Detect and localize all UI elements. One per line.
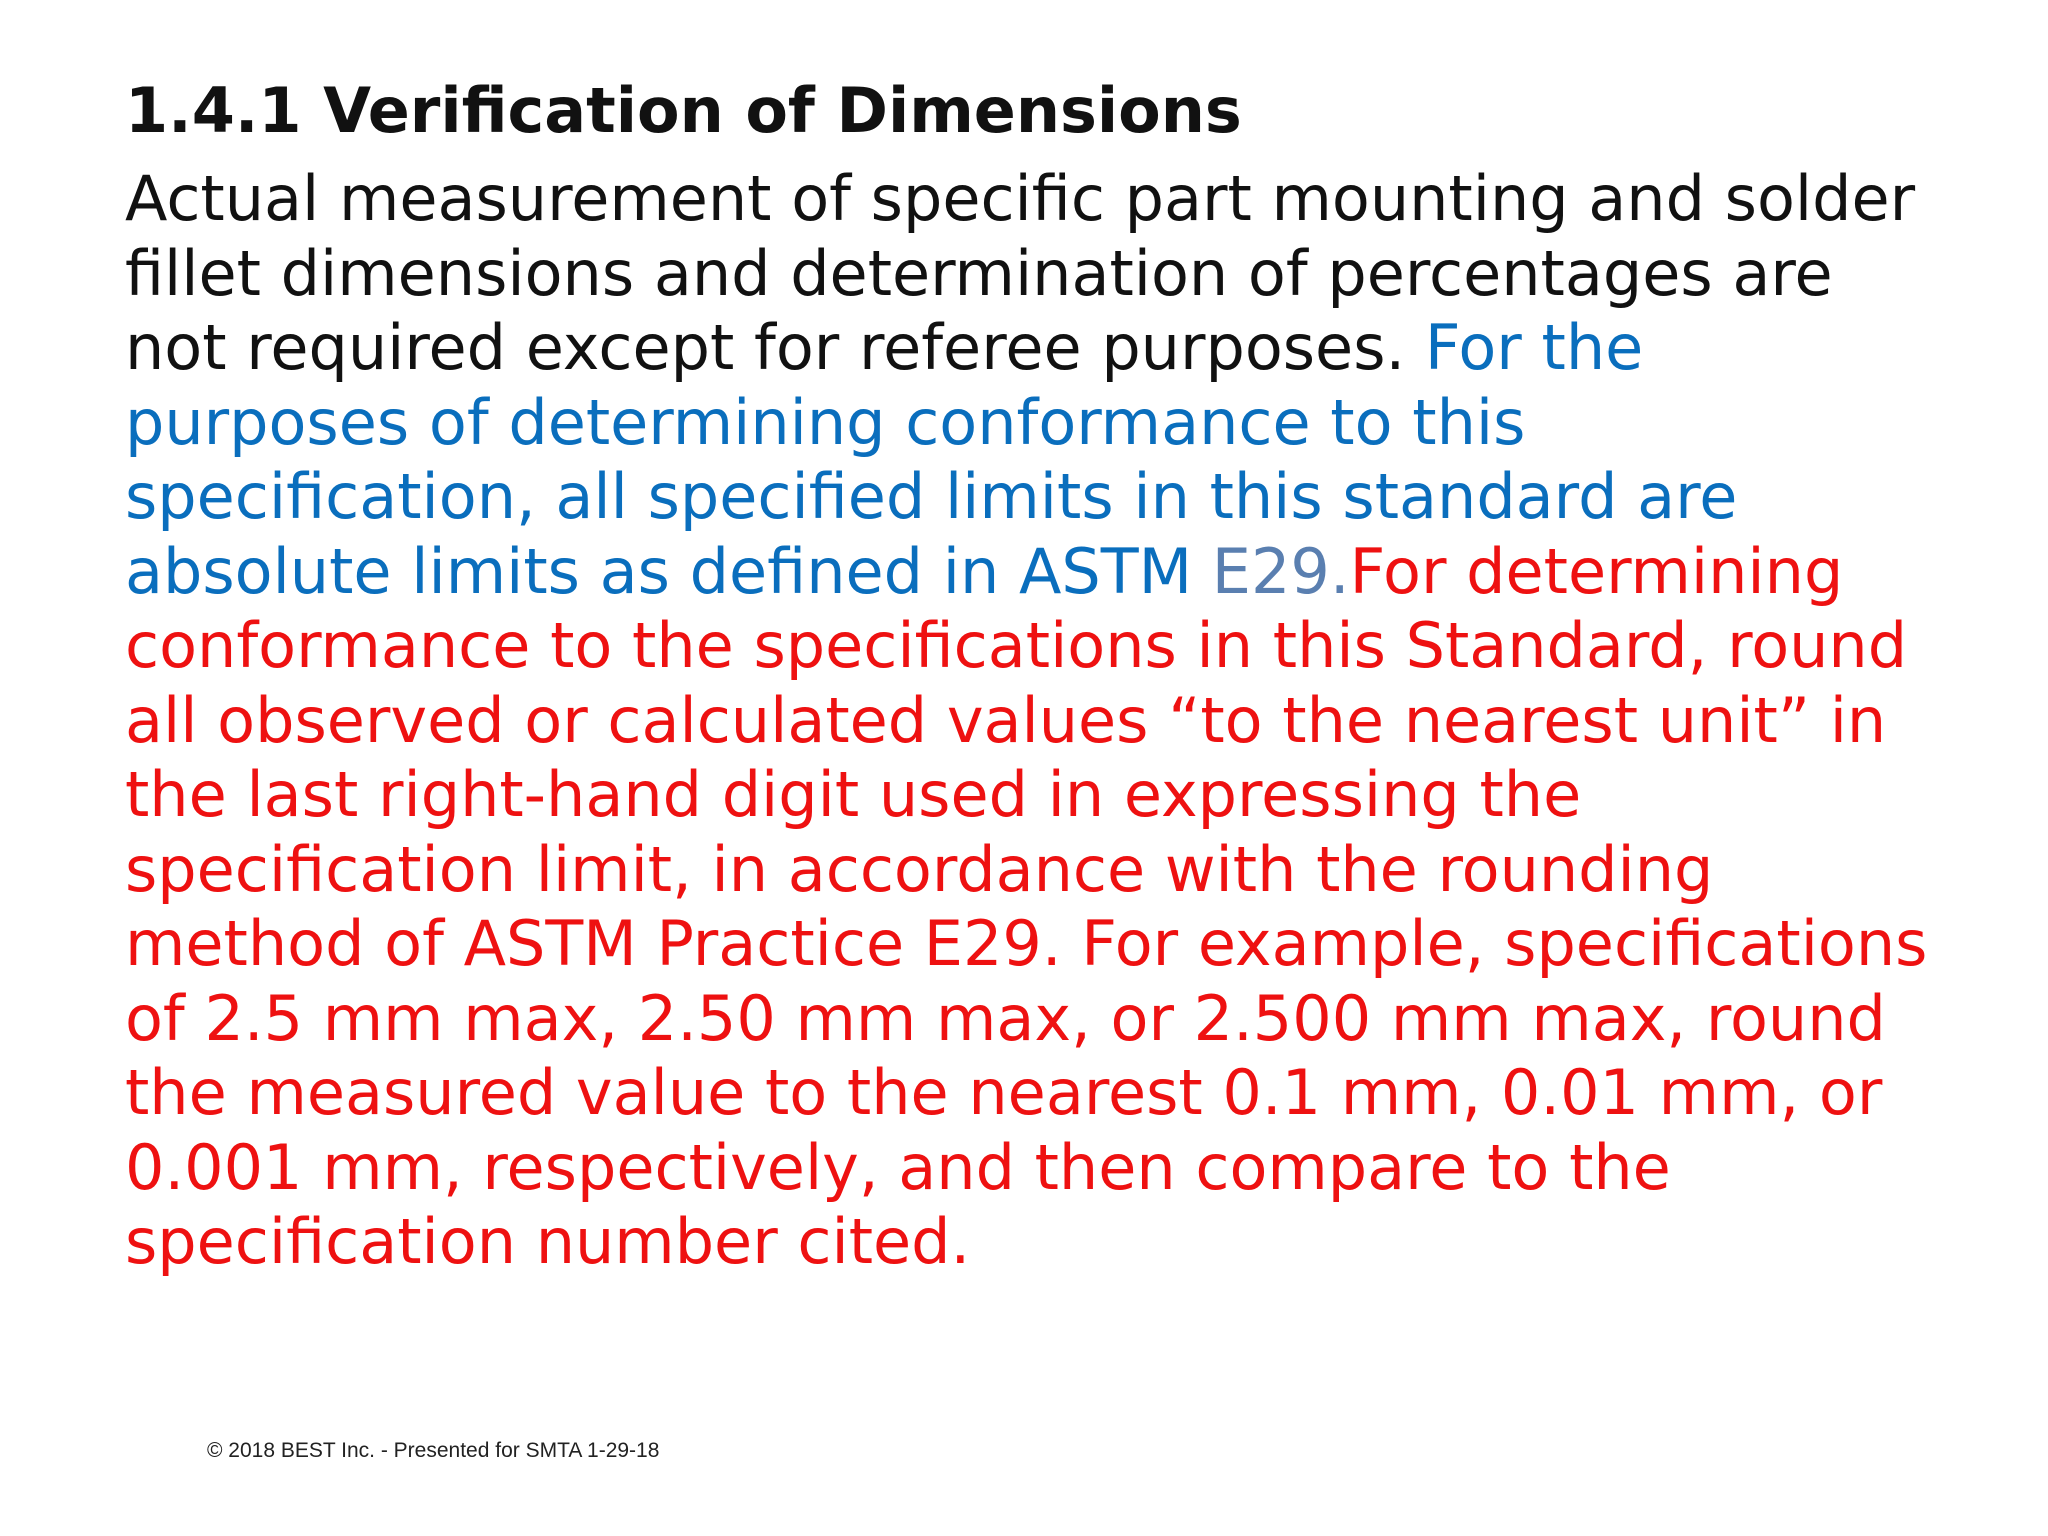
body-line: [125, 1056, 2005, 1131]
body-line: [125, 1131, 2005, 1206]
body-line: [125, 535, 2005, 610]
body-line: [125, 1205, 2005, 1280]
body-line: [125, 386, 2005, 461]
body-line: [125, 609, 2005, 684]
body-line: [125, 907, 2005, 982]
body-text-segment: fillet dimensions and determination of percentages are: [125, 236, 1833, 310]
body-line: [125, 460, 2005, 535]
body-text-segment: absolute limits as defined in ASTM: [125, 534, 1212, 608]
body-text-segment: conformance to the specifications in this Standard, round: [125, 609, 1908, 682]
slide-body: [125, 162, 2005, 1280]
body-line: [125, 684, 2005, 759]
body-text-segment: purposes of determining conformance to this: [125, 385, 1526, 459]
body-line: [125, 758, 2005, 833]
body-text-segment: the measured value to the nearest 0.1 mm, 0.01 mm, or: [125, 1056, 1883, 1129]
body-text-segment: the last right-hand digit used in expressing the: [125, 758, 1582, 831]
body-text-segment: of 2.5 mm max, 2.50 mm max, or 2.500 mm max, round: [125, 981, 1886, 1055]
body-text-segment: specification limit, in accordance with the rounding: [125, 832, 1714, 906]
body-text-segment: specification number cited.: [125, 1205, 971, 1278]
body-text-segment: 0.001 mm, respectively, and then compare to the: [125, 1130, 1671, 1204]
slide-footer-copyright: © 2018 BEST Inc. - Presented for SMTA 1-29-18: [207, 1439, 660, 1462]
body-text-segment: E29.: [1211, 534, 1350, 608]
body-text-segment: For determining: [1349, 534, 1844, 608]
body-line: [125, 982, 2005, 1057]
body-text-segment: not required except for referee purposes.: [125, 311, 1425, 384]
body-text-segment: For the: [1424, 311, 1644, 384]
body-line: [125, 311, 2005, 386]
body-text-segment: method of ASTM Practice E29. For example, specifications: [125, 907, 1928, 980]
body-line: [125, 833, 2005, 908]
body-text-segment: specification, all specified limits in this standard are: [125, 460, 1738, 533]
body-text-segment: Actual measurement of specific part mounting and solder: [125, 162, 1916, 235]
slide-title: 1.4.1 Verification of Dimensions: [125, 74, 1242, 147]
body-text-segment: all observed or calculated values “to the nearest unit” in: [125, 683, 1887, 757]
body-line: [125, 237, 2005, 312]
body-line: [125, 162, 2005, 237]
